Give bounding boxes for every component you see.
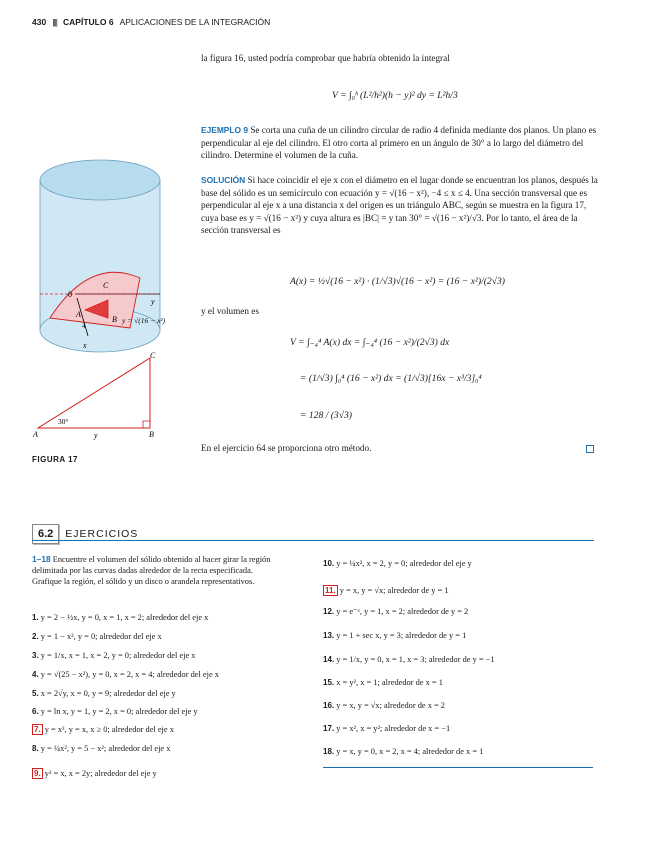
exercise-item xyxy=(323,585,449,596)
example-text: Se corta una cuña de un cilindro circular de radio 4 definida mediante dos planos. Un plano es perpendicular al eje del cilindro. El otro corta al primero en un ángulo de 30° a lo largo del diámetro del cilindro. Determine el volumen de la cuña. xyxy=(201,125,597,160)
exercise-item xyxy=(32,650,196,661)
exercise-text: y = e⁻ˣ, y = 1, x = 2; alrededor de y = 2 xyxy=(336,607,469,616)
end-of-example-icon xyxy=(586,445,594,453)
exercise-item xyxy=(323,654,495,665)
exercise-number: 11. xyxy=(325,586,336,595)
triangle-abc xyxy=(38,358,150,428)
exercise-number: 18. xyxy=(323,747,335,756)
exercise-range: 1–18 xyxy=(32,554,51,564)
triangle-outline xyxy=(38,358,150,428)
exercise-item xyxy=(323,723,450,734)
tri-label-c: C xyxy=(150,351,156,360)
tri-label-angle: 30° xyxy=(58,417,69,426)
exercise-intro-text: Encuentre el volumen del sólido obtenido al hacer girar la región delimitada por las curvas dadas alrededor de la recta especificada. Grafique la región, el sólido y un disco o arandela representativos. xyxy=(32,555,271,586)
volume-equation-2: = (1/√3) ∫₀⁴ (16 − x²) dx = (1/√3)[16x − x³/3]₀⁴ xyxy=(300,373,482,384)
volume-integral-equation: V = ∫₀ʰ (L²/h²)(h − y)² dy = L²h/3 xyxy=(332,90,458,101)
example-paragraph xyxy=(201,124,601,162)
label-x: x xyxy=(83,341,87,350)
header-bars: |||| xyxy=(52,17,58,27)
label-y: y xyxy=(151,297,155,306)
right-angle-mark xyxy=(143,421,150,428)
exercise-text: y = 1/x, y = 0, x = 1, x = 3; alrededor de y = −1 xyxy=(336,655,495,664)
section-number: 6.2 xyxy=(32,524,59,544)
exercise-number: 6. xyxy=(32,707,39,716)
label-curve: y = √(16 − x²) xyxy=(122,316,166,325)
figure-17 xyxy=(30,158,200,458)
exercise-number: 8. xyxy=(32,744,39,753)
tri-label-b: B xyxy=(149,430,154,439)
exercise-text: y = ln x, y = 1, y = 2, x = 0; alrededor del eje y xyxy=(40,707,198,716)
volume-equation-3: = 128 / (3√3) xyxy=(300,410,352,421)
exercise-text: y = ¼x², x = 2, y = 0; alrededor del eje y xyxy=(336,559,472,568)
tri-label-y: y xyxy=(94,431,98,440)
exercise-text: y = 1 − x², y = 0; alrededor del eje x xyxy=(40,632,162,641)
exercise-number: 15. xyxy=(323,678,335,687)
exercise-text: y = x², x = y²; alrededor de x = −1 xyxy=(336,724,451,733)
volume-label: y el volumen es xyxy=(201,306,259,316)
exercise-number: 16. xyxy=(323,701,335,710)
exercise-number: 5. xyxy=(32,689,39,698)
exercise-item xyxy=(323,677,443,688)
exercise-text: y = x, y = 0, x = 2, x = 4; alrededor de x = 1 xyxy=(336,747,484,756)
running-header xyxy=(32,17,270,27)
exercise-text: y = x³, y = x, x ≥ 0; alrededor del eje x xyxy=(44,725,174,734)
label-a: A xyxy=(76,310,81,319)
solution-paragraph xyxy=(201,174,601,237)
exercise-instructions xyxy=(32,554,282,587)
exercise-item xyxy=(32,669,219,680)
exercise-text: y = ¼x², y = 5 − x²; alrededor del eje x xyxy=(40,744,171,753)
exercise-number: 13. xyxy=(323,631,335,640)
label-four: 4 xyxy=(82,322,86,330)
exercise-item xyxy=(32,631,162,642)
exercise-item xyxy=(323,700,445,711)
exercise-item xyxy=(32,768,157,779)
exercise-text: y = x, y = √x; alrededor de y = 1 xyxy=(339,586,449,595)
exercise-text: y = x, y = √x; alrededor de x = 2 xyxy=(336,701,445,710)
exercise-number: 17. xyxy=(323,724,335,733)
exercise-item xyxy=(323,746,483,757)
exercise-item xyxy=(32,688,176,699)
exercise-number: 10. xyxy=(323,559,335,568)
exercise-number: 14. xyxy=(323,655,335,664)
page-number: 430 xyxy=(32,17,47,27)
exercise-number: 3. xyxy=(32,651,39,660)
exercise-text: x = 2√y, x = 0, y = 9; alrededor del eje y xyxy=(40,689,176,698)
section-title: EJERCICIOS xyxy=(65,528,139,540)
exercise-item xyxy=(323,630,466,641)
cylinder-top xyxy=(40,160,160,200)
section-divider xyxy=(32,540,594,541)
exercise-number: 2. xyxy=(32,632,39,641)
section-header xyxy=(32,524,138,544)
bottom-divider xyxy=(323,767,593,768)
exercise-text: y = 1/x, x = 1, x = 2, y = 0; alrededor del eje x xyxy=(40,651,196,660)
label-b: B xyxy=(112,315,117,324)
exercise-number: 7. xyxy=(34,725,41,734)
label-origin: 0 xyxy=(68,290,72,299)
solution-text: Si hace coincidir el eje x con el diámetro en el lugar donde se encuentran los planos, después la base del sólido es un semicírculo con ecuación y = √(16 − x²), −4 ≤ x ≤ 4. Una sección transversal que es perpendicular al eje x a una distancia x del origen es un triángulo ABC, según se muestra en la figura 17, cuya base es y = √(16 − x²) y cuya altura es |BC| = y tan 30° = √(16 − x²)/√3. Por lo tanto, el área de la sección transversal es xyxy=(201,175,598,235)
exercise-number: 4. xyxy=(32,670,39,679)
example-label: EJEMPLO 9 xyxy=(201,125,249,135)
chapter-label: CAPÍTULO 6 xyxy=(63,17,114,27)
intro-paragraph: la figura 16, usted podría comprobar que habría obtenido la integral xyxy=(201,53,450,63)
exercise-number: 12. xyxy=(323,607,335,616)
solution-label: SOLUCIÓN xyxy=(201,175,246,185)
chapter-title: APLICACIONES DE LA INTEGRACIÓN xyxy=(119,17,271,27)
exercise-text: x = y², x = 1; alrededor de x = 1 xyxy=(336,678,443,687)
closing-text: En el ejercicio 64 se proporciona otro método. xyxy=(201,443,372,453)
label-c: C xyxy=(103,281,109,290)
exercise-item xyxy=(323,558,472,569)
exercise-item xyxy=(32,724,174,735)
volume-equation-1: V = ∫₋₄⁴ A(x) dx = ∫₋₄⁴ (16 − x²)/(2√3) dx xyxy=(290,337,450,348)
tri-label-a: A xyxy=(33,430,38,439)
exercise-text: y = 1 + sec x, y = 3; alrededor de y = 1 xyxy=(336,631,467,640)
exercise-text: y² = x, x = 2y; alrededor del eje y xyxy=(44,769,157,778)
area-equation: A(x) = ½√(16 − x²) · (1/√3)√(16 − x²) = (16 − x²)/(2√3) xyxy=(290,276,505,287)
exercise-text: y = √(25 − x²), y = 0, x = 2, x = 4; alrededor del eje x xyxy=(40,670,219,679)
exercise-item xyxy=(32,743,170,754)
exercise-number: 9. xyxy=(34,769,41,778)
exercise-item xyxy=(32,612,208,623)
exercise-text: y = 2 − ½x, y = 0, x = 1, x = 2; alrededor del eje x xyxy=(40,613,209,622)
exercise-item xyxy=(323,606,468,617)
exercise-number: 1. xyxy=(32,613,39,622)
exercise-item xyxy=(32,706,198,717)
figure-caption: FIGURA 17 xyxy=(32,455,78,464)
